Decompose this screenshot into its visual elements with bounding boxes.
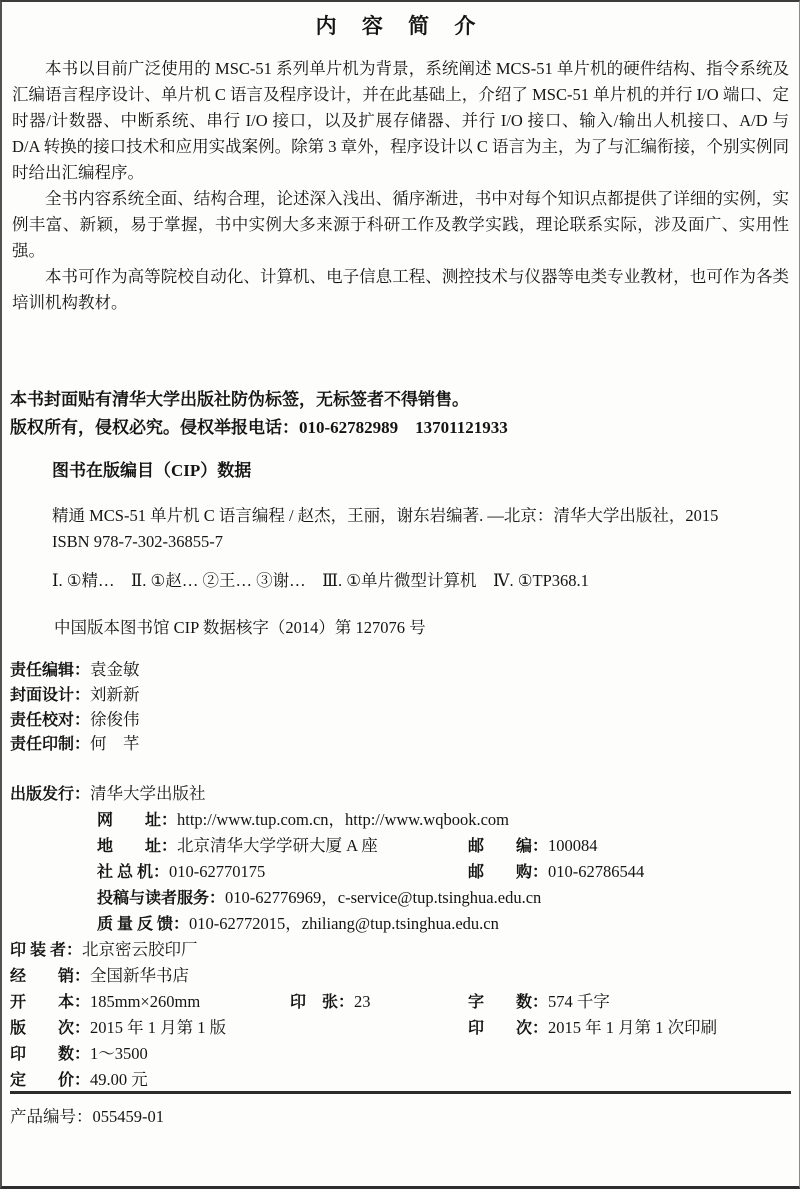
staff-row-proofreader xyxy=(10,708,140,733)
row-label: 印 张： xyxy=(290,994,355,1011)
staff-row-print-supervisor xyxy=(10,732,140,757)
cip-header: 图书在版编目（CIP）数据 xyxy=(52,461,252,480)
row-value: 清华大学出版社 xyxy=(90,784,206,803)
staff-credits xyxy=(10,658,140,757)
row-label: 印 装 者： xyxy=(10,942,83,959)
anti-piracy-notice xyxy=(10,386,789,442)
isbn-line: ISBN 978-7-302-36855-7 xyxy=(52,532,223,551)
row-value: 010-62786544 xyxy=(548,862,645,881)
row-value: 010-62772015，zhiliang@tup.tsinghua.edu.cn xyxy=(189,914,499,933)
cip-book-line: 精通 MCS-51 单片机 C 语言编程 / 赵杰，王丽，谢东岩编著. —北京：清华大学出版社，2015 xyxy=(52,506,719,525)
website-urls: http://www.tup.com.cn，http://www.wqbook.com xyxy=(177,810,509,829)
print-run-row xyxy=(10,1041,791,1067)
row-value: 574 千字 xyxy=(548,992,610,1011)
row-value: 北京清华大学学研大厦 A 座 xyxy=(177,836,378,855)
row-value: 1～3500 xyxy=(90,1044,148,1063)
row-label: 地 址： xyxy=(97,838,178,855)
row-value: 185mm×260mm xyxy=(90,992,201,1011)
product-number-label: 产品编号： xyxy=(10,1107,93,1126)
row-label: 开 本： xyxy=(10,994,91,1011)
staff-value: 徐俊伟 xyxy=(90,709,140,729)
postcode-cell xyxy=(468,833,598,859)
publisher-row xyxy=(10,781,791,807)
edition-row xyxy=(10,1015,791,1041)
row-label: 定 价： xyxy=(10,1072,91,1089)
row-value: 49.00 元 xyxy=(90,1070,148,1089)
row-label: 字 数： xyxy=(468,994,549,1011)
publisher-and-printing-info xyxy=(10,781,791,1093)
cip-classification: Ⅰ. ①精… Ⅱ. ①赵… ②王… ③谢… Ⅲ. ①单片微型计算机 Ⅳ. ①TP368.1 xyxy=(52,571,589,590)
row-label: 经 销： xyxy=(10,968,91,985)
format-row xyxy=(10,989,791,1015)
staff-row-editor xyxy=(10,658,140,683)
row-label: 质 量 反 馈： xyxy=(97,916,190,933)
row-value: 北京密云胶印厂 xyxy=(82,940,198,959)
staff-label: 封面设计： xyxy=(10,686,91,704)
reader-service-row xyxy=(10,885,791,911)
product-number xyxy=(10,1103,164,1127)
row-value: 2015 年 1 月第 1 次印刷 xyxy=(548,1018,718,1037)
page-title: 内 容 简 介 xyxy=(315,14,486,38)
row-label: 邮 编： xyxy=(468,838,549,855)
website-row xyxy=(10,807,791,833)
price-row xyxy=(10,1067,791,1093)
row-value: 010-62776969，c-service@tup.tsinghua.edu.cn xyxy=(225,888,542,907)
anti-counterfeit-line: 本书封面贴有清华大学出版社防伪标签，无标签者不得销售。 xyxy=(10,390,469,409)
staff-value: 刘新新 xyxy=(90,684,140,704)
impression-cell xyxy=(468,1015,717,1041)
summary-paragraph-3: 本书可作为高等院校自动化、计算机、电子信息工程、测控技术与仪器等电类专业教材，也可作为各类培训机构教材。 xyxy=(12,267,789,312)
summary-paragraph-2: 全书内容系统全面、结构合理，论述深入浅出、循序渐进，书中对每个知识点都提供了详细的实例，实例丰富、新颖，易于掌握，书中实例大多来源于科研工作及教学实践，理论联系实际，涉及面广、实用性强。 xyxy=(12,189,789,260)
word-count-cell xyxy=(468,989,610,1015)
mail-order-cell xyxy=(468,859,644,885)
staff-label: 责任编辑： xyxy=(10,662,91,679)
content-summary xyxy=(12,56,789,316)
switchboard-row xyxy=(10,859,791,885)
row-label: 网 址： xyxy=(97,812,178,829)
distributor-row xyxy=(10,963,791,989)
sheets-cell xyxy=(290,989,371,1015)
row-label: 投稿与读者服务： xyxy=(97,890,226,907)
cip-book-info xyxy=(52,503,783,555)
row-value: 2015 年 1 月第 1 版 xyxy=(90,1018,227,1037)
row-value: 100084 xyxy=(548,836,598,855)
staff-value: 何 芊 xyxy=(90,734,140,754)
staff-row-cover-design xyxy=(10,683,140,708)
cip-record-number: 中国版本图书馆 CIP 数据核字（2014）第 127076 号 xyxy=(54,618,426,637)
row-value: 010-62770175 xyxy=(169,862,266,881)
row-label: 印 次： xyxy=(468,1020,549,1037)
staff-value: 袁金敏 xyxy=(90,660,140,679)
row-label: 出版发行： xyxy=(10,786,91,803)
copyright-report-line: 版权所有，侵权必究。侵权举报电话：010-62782989 13701121933 xyxy=(10,418,508,437)
row-label: 邮 购： xyxy=(468,864,549,881)
address-row xyxy=(10,833,791,859)
row-label: 版 次： xyxy=(10,1020,91,1037)
printer-row xyxy=(10,937,791,963)
staff-label: 责任校对： xyxy=(10,711,91,729)
row-label: 印 数： xyxy=(10,1046,91,1063)
row-value: 23 xyxy=(354,992,371,1011)
product-number-value: 055459-01 xyxy=(92,1107,164,1126)
bottom-divider-rule xyxy=(10,1091,791,1094)
summary-paragraph-1: 本书以目前广泛使用的 MSC-51 系列单片机为背景，系统阐述 MCS-51 单片机的硬件结构、指令系统及汇编语言程序设计、单片机 C 语言及程序设计，并在此基础上，介绍了 MSC-51 单片机的并行 I/O 端口、定时器/计数器、中断系统、串行 I/O 接口，以及扩展存储器、并行 I/O 接口、输入/输出人机接口、A/D 与 D/A 转换的接口技术和应用实战案例。除第 3 章外，程序设计以 C 语言为主，为了与汇编衔接，个别实例同时给出汇编程序。 xyxy=(12,59,789,182)
quality-feedback-row xyxy=(10,911,791,937)
row-value: 全国新华书店 xyxy=(90,966,190,985)
row-label: 社 总 机： xyxy=(97,864,170,881)
staff-label: 责任印制： xyxy=(10,736,91,754)
